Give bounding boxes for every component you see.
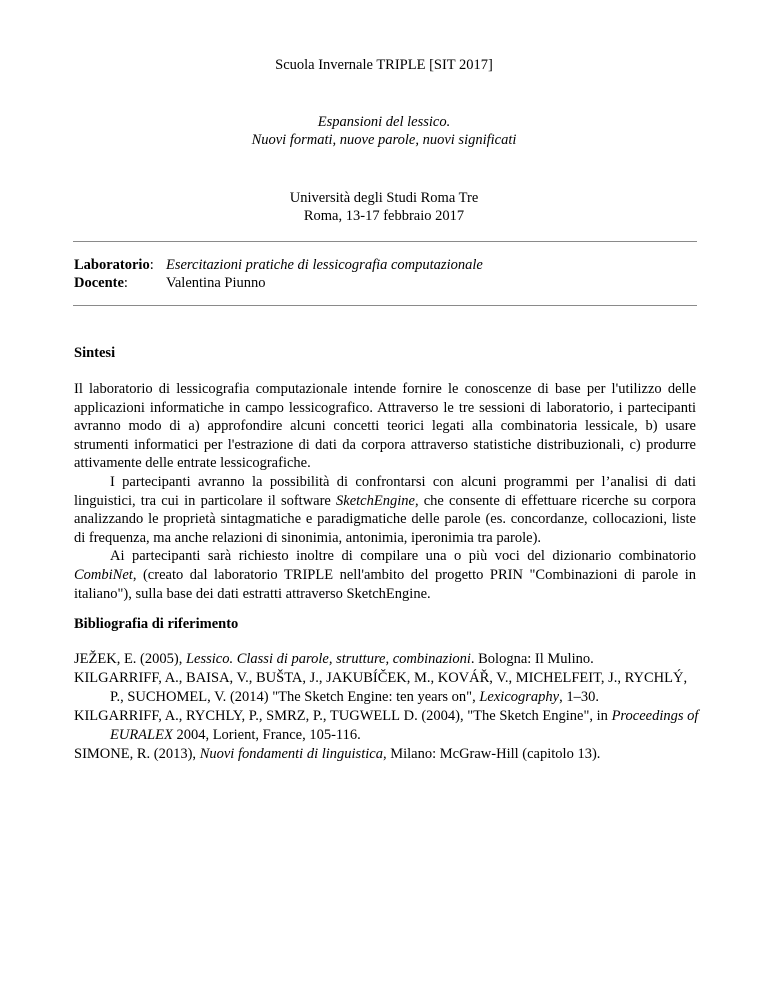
course-title-line1: Espansioni del lessico. — [317, 114, 451, 130]
university-name: Università degli Studi Roma Tre — [289, 190, 479, 206]
bibliography-list — [74, 650, 704, 764]
software-name: SketchEngine — [336, 492, 415, 509]
teacher-label: Docente: — [74, 275, 128, 291]
bib-entry-2: KILGARRIFF, A., BAISA, V., BUŠTA, J., JAKUBÍČEK, M., KOVÁŘ, V., MICHELFEIT, J., RYCHLÝ, P., SUCHOMEL, V. (2014) "The Sketch Engine: ten years on", Lexicography, 1–30. — [74, 670, 688, 705]
teacher-value: Valentina Piunno — [166, 275, 266, 291]
course-title-line2: Nuovi formati, nuove parole, nuovi significati — [251, 132, 517, 148]
school-title: Scuola Invernale TRIPLE [SIT 2017] — [275, 57, 493, 73]
bib-entry-3: KILGARRIFF, A., RYCHLY, P., SMRZ, P., TUGWELL D. (2004), "The Sketch Engine", in Proceedings of EURALEX 2004, Lorient, France, 105-116. — [74, 708, 699, 743]
summary-paragraph-1: Il laboratorio di lessicografia computazionale intende fornire le conoscenze di base per l'utilizzo delle applicazioni informatiche in campo lessicografico. Attraverso le tre sessioni di laboratorio, i partecipanti avranno modo di a) approfondire alcuni concetti teorici legati alla combinatoria lessicale, b) usare strumenti informatici per l'estrazione di dati da corpora attraverso statistiche distribuzionali, c) produrre attivamente delle entrate lessicografiche. — [74, 381, 696, 472]
teacher-row — [74, 274, 266, 292]
dictionary-name: CombiNet — [74, 566, 133, 583]
summary-paragraph-3: Ai partecipanti sarà richiesto inoltre di compilare una o più voci del dizionario combinatorio CombiNet, (creato dal laboratorio TRIPLE nell'ambito del progetto PRIN "Combinazioni di parole in italiano"), sulla base dei dati estratti attraverso SketchEngine. — [74, 548, 696, 602]
summary-heading: Sintesi — [74, 345, 116, 361]
top-divider — [73, 241, 697, 242]
lab-value: Esercitazioni pratiche di lessicografia computazionale — [166, 257, 483, 273]
summary-body — [74, 380, 696, 603]
bottom-divider — [73, 305, 697, 306]
summary-paragraph-2: I partecipanti avranno la possibilità di confrontarsi con alcuni programmi per l’analisi di dati linguistici, tra cui in particolare il software SketchEngine, che consente di effettuare ricerche su corpora analizzando le proprietà sintagmatiche e paradigmatiche delle parole (es. concordanze, collocazioni, liste di frequenza, ma anche relazioni di sinonimia, antonimia, iperonimia tra parole). — [74, 473, 696, 546]
bib-entry-4: SIMONE, R. (2013), Nuovi fondamenti di linguistica, Milano: McGraw-Hill (capitolo 13). — [74, 746, 601, 762]
bibliography-heading: Bibliografia di riferimento — [74, 616, 239, 632]
lab-row — [74, 256, 483, 274]
bib-entry-1: JEŽEK, E. (2005), Lessico. Classi di parole, strutture, combinazioni. Bologna: Il Mulino. — [74, 651, 594, 667]
lab-label: Laboratorio: — [74, 257, 154, 273]
place-date: Roma, 13-17 febbraio 2017 — [303, 208, 465, 224]
